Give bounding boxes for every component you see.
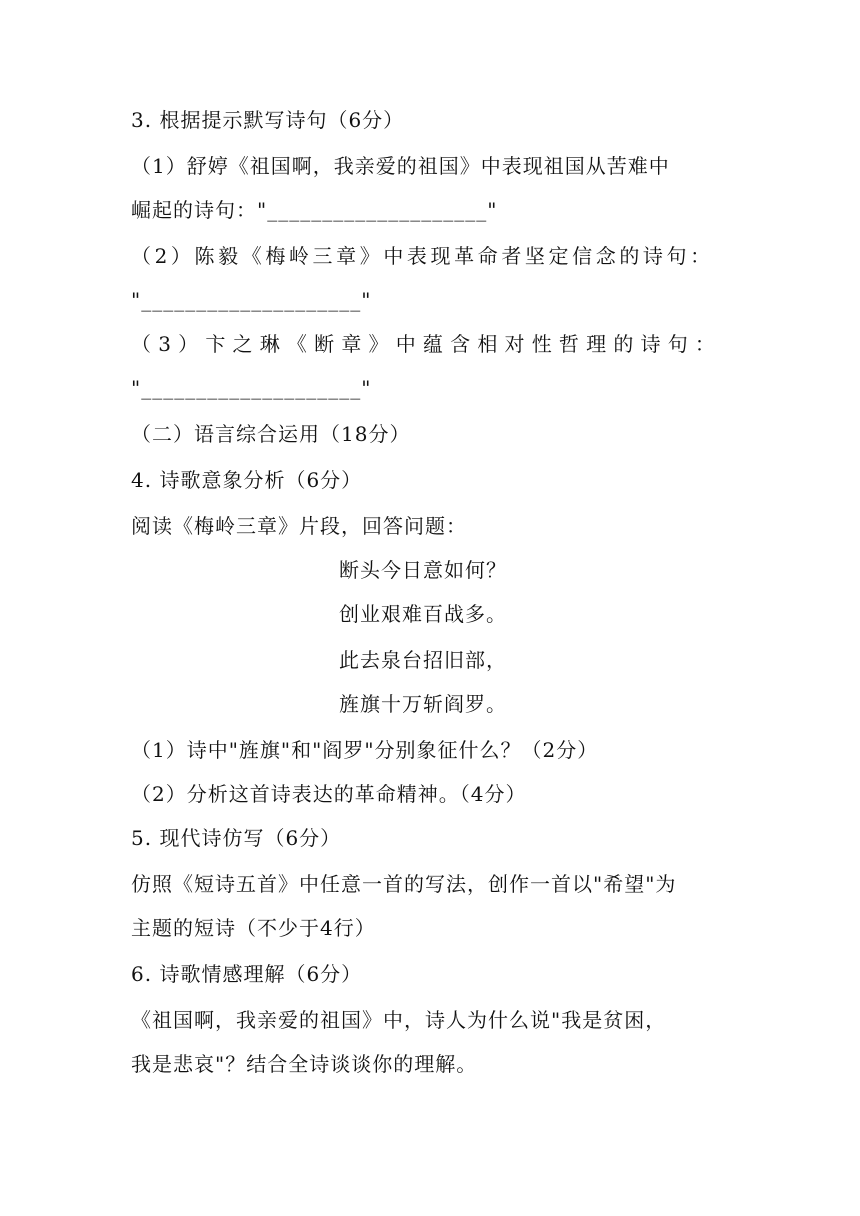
question-5-prompt-line-2: 主题的短诗（不少于4行）: [131, 916, 376, 940]
section-heading-language-use: （二）语言综合运用（18分）: [131, 422, 411, 446]
question-3-item-3-line-1: （3）卞之琳《断章》中蕴含相对性哲理的诗句：: [131, 332, 723, 356]
question-3-item-1-line-1: （1）舒婷《祖国啊，我亲爱的祖国》中表现祖国从苦难中: [131, 154, 670, 178]
question-3-item-2-answer-blank: "____________________": [131, 288, 372, 312]
question-4-item-2: （2）分析这首诗表达的革命精神。（4分）: [131, 782, 527, 806]
question-6-heading: 6. 诗歌情感理解（6分）: [131, 962, 363, 986]
question-6-prompt-line-1: 《祖国啊，我亲爱的祖国》中，诗人为什么说"我是贫困，: [131, 1008, 667, 1032]
poem-line-4: 旌旗十万斩阎罗。: [339, 692, 507, 716]
poem-line-1: 断头今日意如何？: [339, 558, 507, 582]
question-6-prompt-line-2: 我是悲哀"？结合全诗谈谈你的理解。: [131, 1052, 478, 1076]
question-4-item-1: （1）诗中"旌旗"和"阎罗"分别象征什么？（2分）: [131, 738, 599, 762]
question-3-item-1-line-2: 崛起的诗句："____________________": [131, 198, 498, 222]
question-3-heading: 3. 根据提示默写诗句（6分）: [131, 108, 405, 132]
question-4-heading: 4. 诗歌意象分析（6分）: [131, 468, 363, 492]
poem-line-3: 此去泉台招旧部，: [339, 648, 507, 672]
question-5-heading: 5. 现代诗仿写（6分）: [131, 826, 342, 850]
question-4-instruction: 阅读《梅岭三章》片段，回答问题：: [131, 514, 467, 538]
poem-line-2: 创业艰难百战多。: [339, 602, 507, 626]
question-3-item-2-line-1: （2）陈毅《梅岭三章》中表现革命者坚定信念的诗句：: [131, 244, 714, 268]
question-5-prompt-line-1: 仿照《短诗五首》中任意一首的写法，创作一首以"希望"为: [131, 872, 677, 896]
question-3-item-3-answer-blank: "____________________": [131, 376, 372, 400]
